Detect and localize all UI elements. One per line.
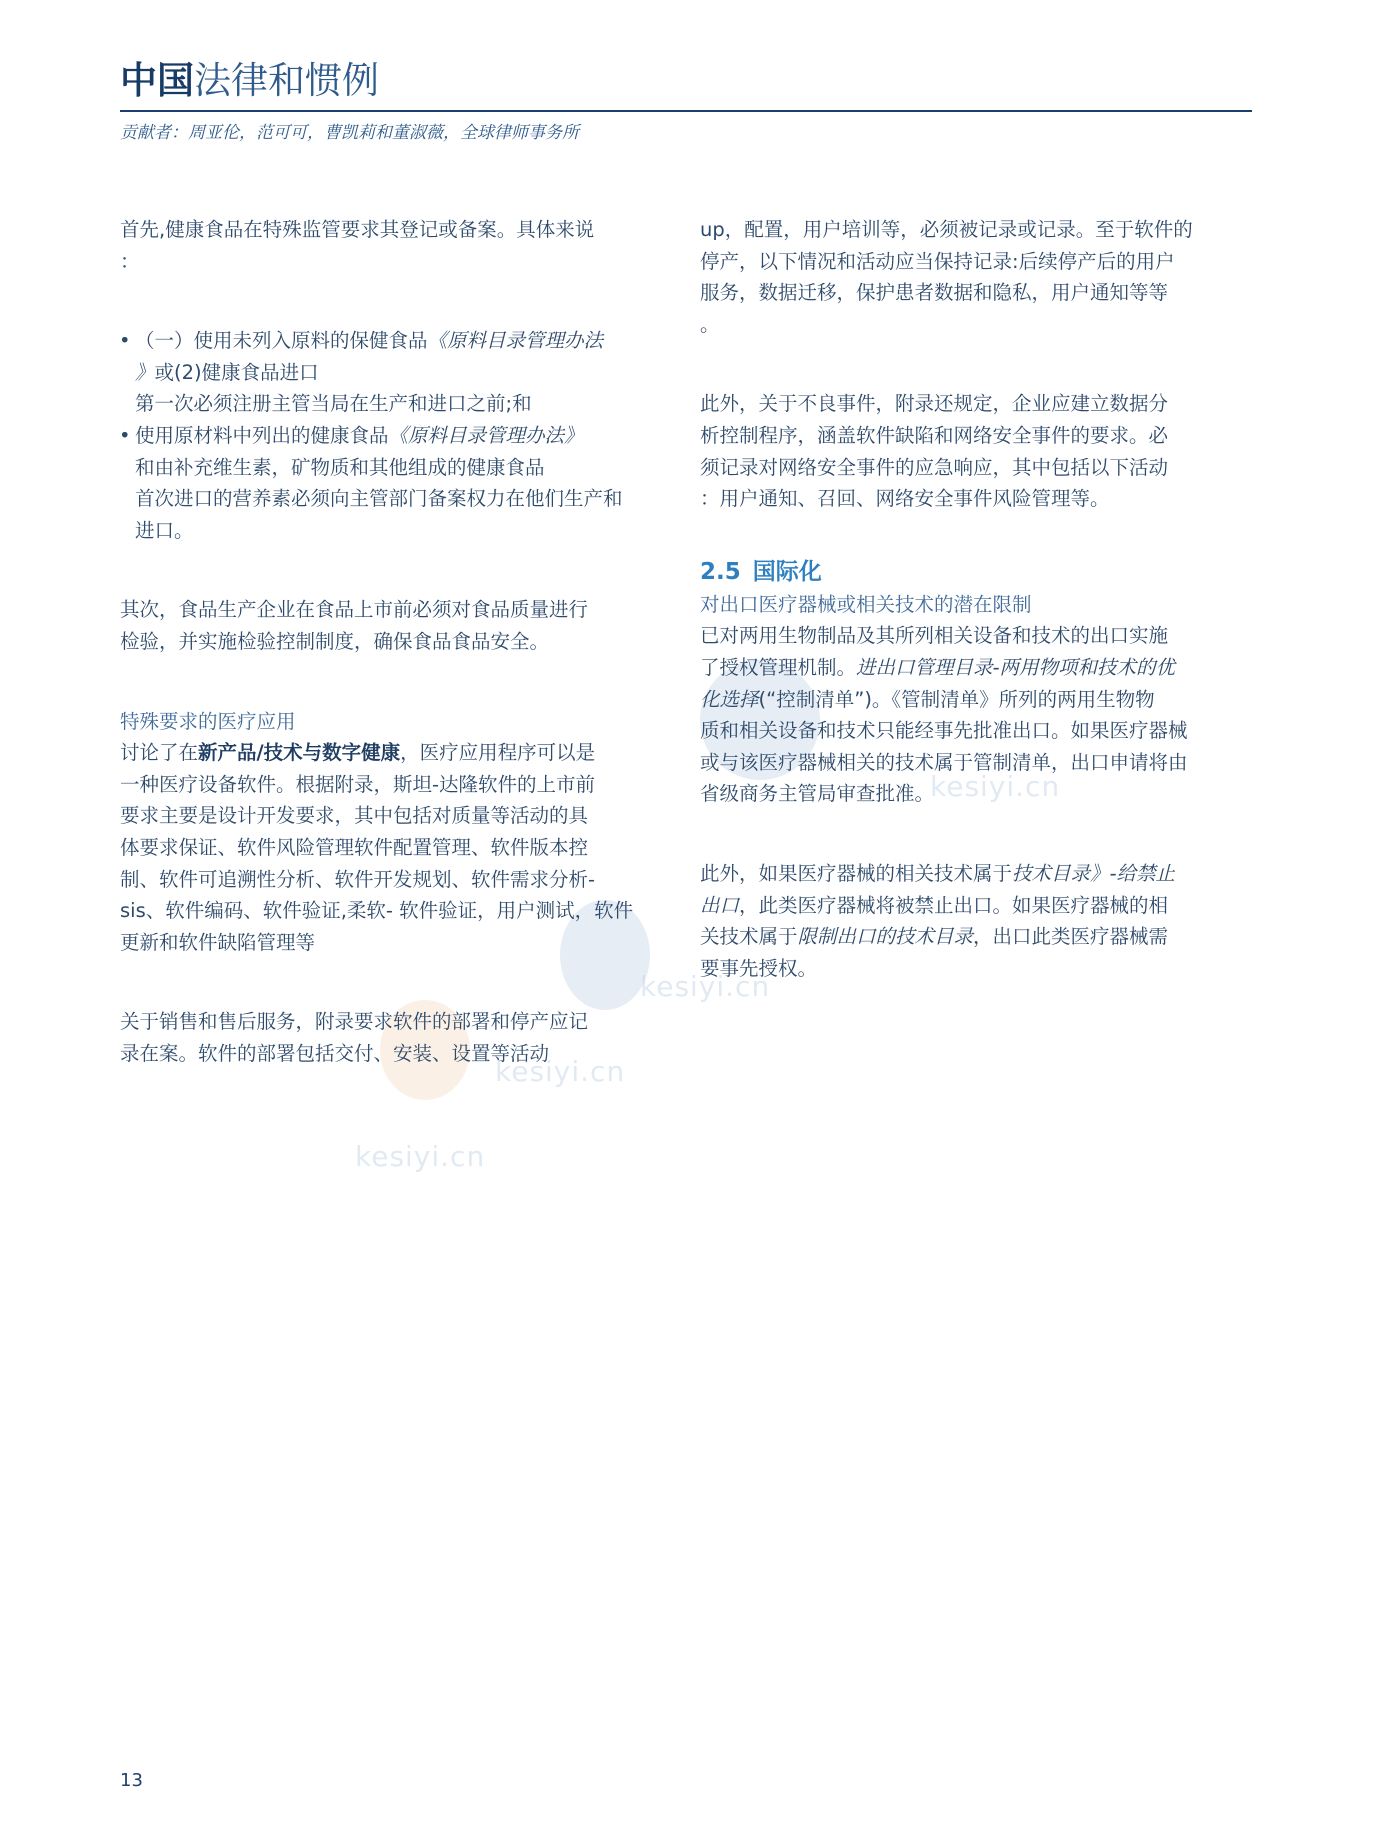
paragraph: 关于销售和售后服务，附录要求软件的部署和停产应记 录在案。软件的部署包括交付、安装、设置等活动 [120,1010,589,1065]
paragraph: 其次，食品生产企业在食品上市前必须对食品质量进行 检验，并实施检验控制制度，确保食品食品安全。 [120,598,589,653]
bullet-icon: • [119,423,131,447]
paragraph: 讨论了在新产品/技术与数字健康，医疗应用程序可以是 一种医疗设备软件。根据附录，斯坦-达隆软件的上市前 要求主要是设计开发要求，其中包括对质量等活动的具 体要求保证、软件风险管理软件配置管理、软件版本控 制、软件可追溯性分析、软件开发规划、软件需求分析- sis、软件编码、软件验证,柔软- 软件验证，用户测试，软件 更新和软件缺陷管理等 [120,741,634,954]
paragraph: 此外，如果医疗器械的相关技术属于技术目录》-给禁止 出口，此类医疗器械将被禁止出口。如果医疗器械的相 关技术属于限制出口的技术目录，出口此类医疗器械需 要事先授权。 [700,861,1176,980]
title-light: 法律和惯例 [194,59,379,102]
page-title [120,56,379,106]
title-strong: 中国 [120,59,194,102]
paragraph: up，配置，用户培训等，必须被记录或记录。至于软件的 停产，以下情况和活动应当保持记录:后续停产后的用户 服务，数据迁移，保护患者数据和隐私，用户通知等等 。 [700,218,1193,336]
header-divider [120,110,1252,112]
right-column [700,214,1252,984]
watermark-text: kesiyi.cn [495,1055,626,1088]
section-heading: 2.5 国际化 [700,558,822,585]
list-item: • 使用原材料中列出的健康食品《原料目录管理办法》 和由补充维生素，矿物质和其他组成的健康食品 首次进口的营养素必须向主管部门备案权力在他们生产和 进口。 [120,420,668,546]
subheading: 特殊要求的医疗应用 [120,709,296,733]
contributors-line: 贡献者：周亚伦，范可可，曹凯莉和董淑薇，全球律师事务所 [120,123,579,143]
watermark-text: kesiyi.cn [355,1140,486,1173]
watermark-text: kesiyi.cn [930,770,1061,803]
list-item: • （一）使用未列入原料的保健食品《原料目录管理办法 》或(2)健康食品进口 第一次必须注册主管当局在生产和进口之前;和 [120,325,668,420]
paragraph: 已对两用生物制品及其所列相关设备和技术的出口实施 了授权管理机制。进出口管理目录-两用物项和技术的优 化选择(“控制清单”)。《管制清单》所列的两用生物物 质和相关设备和技术只能经事先批准出口。如果医疗器械 或与该医疗器械相关的技术属于管制清单，出口申请将由 省级商务主管局审查批准。 [700,624,1188,806]
paragraph: 此外，关于不良事件，附录还规定，企业应建立数据分 析控制程序，涵盖软件缺陷和网络安全事件的要求。必 须记录对网络安全事件的应急响应，其中包括以下活动 ：用户通知、召回、网络安全事件风险管理等。 [700,392,1169,511]
left-column [120,214,668,1069]
watermark-text: kesiyi.cn [640,970,771,1003]
bullet-icon: • [119,329,131,353]
subheading: 对出口医疗器械或相关技术的潜在限制 [700,592,1032,616]
page-number: 13 [120,1770,143,1791]
paragraph: 首先,健康食品在特殊监管要求其登记或备案。具体来说 ： [120,218,595,273]
